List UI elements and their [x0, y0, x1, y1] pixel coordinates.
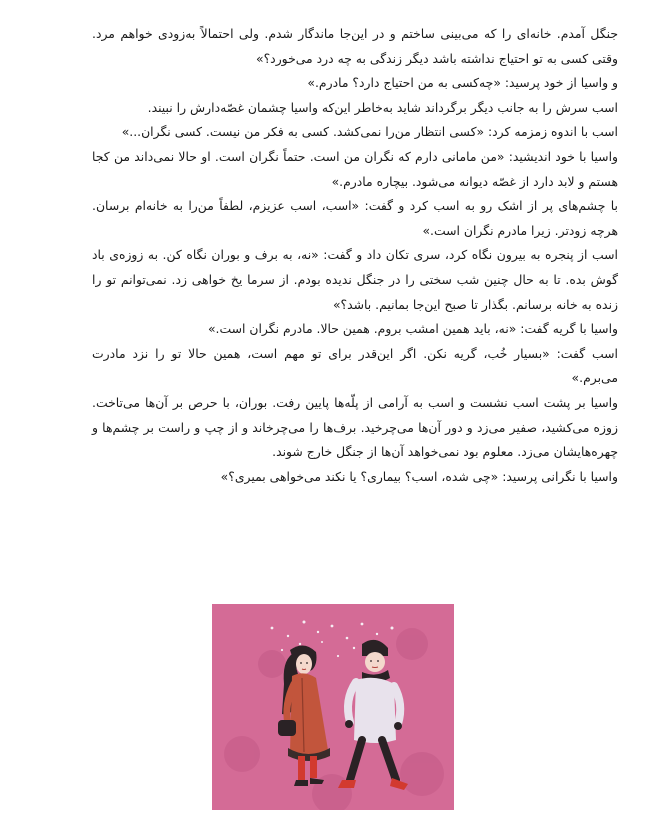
children-in-snow-illustration [212, 604, 454, 810]
paragraph-9: اسب گفت: «بسیار خُب، گریه نکن. اگر این‌قدر برای تو مهم است، همین حالا تو را نزد مادرت می‌برم.» [92, 345, 618, 386]
story-text [92, 22, 618, 489]
paragraph-5: واسیا با خود اندیشید: «من مامانی دارم که نگران من است. حتماً نگران است. او حالا نمی‌داند من کجا هستم و لابد دارد از غصّه دیوانه می‌شود. بیچاره مادرم.» [92, 148, 618, 189]
paragraph-10: واسیا بر پشت اسب نشست و اسب به آرامی از پلّه‌ها پایین رفت. بوران، با حرص بر آن‌ها می‌تاخت. زوزه می‌کشید، صفیر می‌زد و دور آن‌ها می‌چرخید. برف‌ها را می‌چرخاند و از چپ و راست بر چشم‌ها و چهره‌هایشان می‌زد. معلوم بود نمی‌خواهد آن‌ها از جنگل خارج شوند. [92, 394, 618, 460]
paragraph-11: واسیا با نگرانی پرسید: «چی شده، اسب؟ بیماری؟ یا نکند می‌خواهی بمیری؟» [220, 468, 618, 484]
paragraph-7: اسب از پنجره به بیرون نگاه کرد، سری تکان داد و گفت: «نه، به برف و بوران نگاه کن. به زوزه‌ی باد گوش بده. تا به حال چنین شب سختی را در جنگل ندیده بودم. از سرما یخ خواهی زد. نمی‌توانم تو را زنده به خانه برسانم. بگذار تا صبح این‌جا بمانیم. باشد؟» [92, 247, 618, 312]
paragraph-4: اسب با اندوه زمزمه کرد: «کسی انتظار من‌را نمی‌کشد. کسی به فکر من نیست. کسی نگران...» [121, 124, 618, 140]
paragraph-6: با چشم‌های پر از اشک رو به اسب کرد و گفت: «اسب، اسب عزیزم، لطفاً من‌را به خانه‌ام برسان. هرچه زودتر. زیرا مادرم نگران است.» [92, 198, 618, 238]
paragraph-3: اسب سرش را به جانب دیگر برگرداند شاید به‌خاطر این‌که واسیا چشمان غصّه‌دارش را نبیند. [147, 99, 618, 115]
paragraph-1: جنگل آمدم. خانه‌ای را که می‌بینی ساختم و در این‌جا ماندگار شدم. ولی احتمالاً به‌زودی خواهم مرد. وقتی کسی به تو احتیاج نداشته باشد دیگر زندگی به چه درد می‌خورد؟» [92, 26, 618, 66]
paragraph-8: واسیا با گریه گفت: «نه، باید همین امشب بروم. همین حالا. مادرم نگران است.» [207, 321, 618, 337]
paragraph-2: و واسیا از خود پرسید: «چه‌کسی به من احتیاج دارد؟ مادرم.» [307, 75, 618, 91]
